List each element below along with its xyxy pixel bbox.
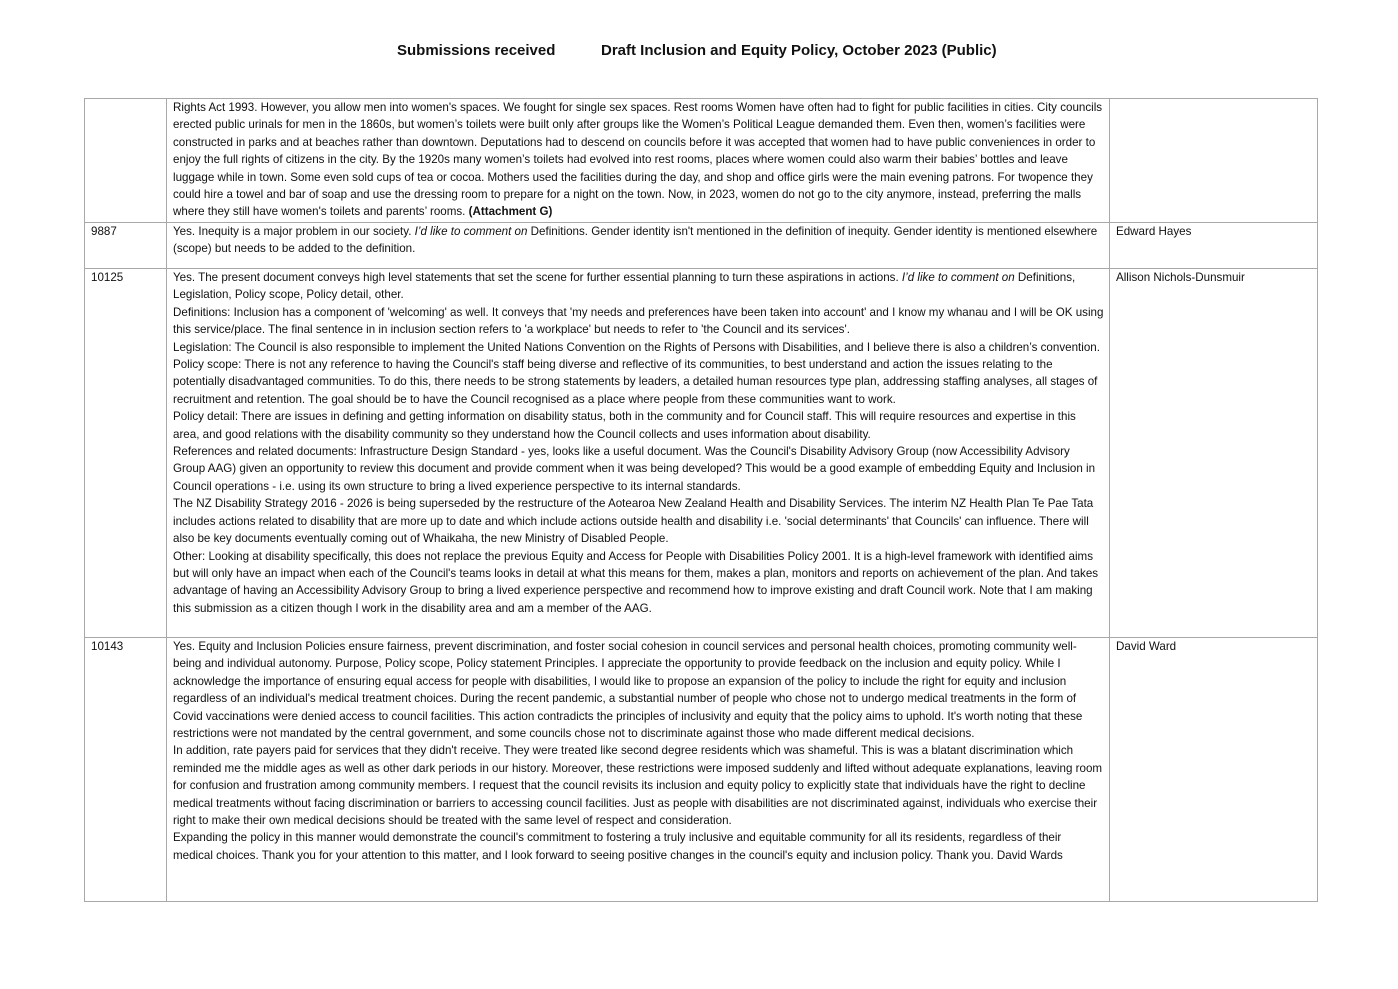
- text-run: Yes. Inequity is a major problem in our society.: [173, 225, 415, 238]
- comment-phrase: I’d like to comment on: [414, 225, 528, 238]
- table-row: [85, 223, 1318, 269]
- submission-id-cell: [85, 99, 167, 223]
- submission-id-cell: 9887: [85, 223, 167, 269]
- table-row: [85, 269, 1318, 638]
- submissions-table: [84, 98, 1318, 902]
- page-header: [0, 42, 1398, 64]
- submission-paragraph: [173, 495, 1104, 547]
- submission-paragraph: [173, 269, 1104, 304]
- text-run: Policy detail: There are issues in defining and getting information on disability status, both in the community and for Council staff. This will require resources and expertise in this area, and good relations with the disability community so they understand how the Council collects and uses information about disability.: [173, 410, 1076, 441]
- submission-paragraph: [173, 99, 1104, 221]
- comment-phrase: I’d like to comment on: [901, 271, 1015, 284]
- text-run: Expanding the policy in this manner would demonstrate the council's commitment to fostering a truly inclusive and equitable community for all its residents, regardless of their medical choices. Thank you for your attention to this matter, and I look forward to seeing positive changes in the council's equity and inclusion policy. Thank you. David Wards: [173, 831, 1063, 862]
- text-run: In addition, rate payers paid for services that they didn't receive. They were treated like second degree residents which was shameful. This is was a blatant discrimination which reminded me the middle ages as well as other dark periods in our history. Moreover, these restrictions were imposed suddenly and lifted without adequate explanations, leaving room for confusion and frustration among community members. I request that the council revisits its inclusion and equity policy to explicitly state that individuals have the right to decline medical treatments without facing discrimination or barriers to accessing council facilities. Just as people with disabilities are not discriminated against, individuals who exercise their right to make their own medical decisions should be treated with the same level of respect and consideration.: [173, 744, 1103, 828]
- submitter-name-cell: [1110, 99, 1318, 223]
- submission-text-cell: [167, 638, 1110, 902]
- text-run: The NZ Disability Strategy 2016 - 2026 is being superseded by the restructure of the Aotearoa New Zealand Health and Disability Services. The interim NZ Health Plan Te Pae Tata includes actions related to disability that are more up to date and which include actions outside health and disability i.e. 'social determinants' that Councils' can influence. There will also be key documents eventually coming out of Whaikaha, the new Ministry of Disabled People.: [173, 497, 1094, 546]
- submission-paragraph: [173, 408, 1104, 443]
- text-run: Policy scope: There is not any reference to having the Council's staff being diverse and reflective of its communities, to best understand and action the issues relating to the potentially disadvantaged communities. To do this, there needs to be strong statements by leaders, a detailed human resources type plan, addressing staffing analyses, all stages of recruitment and retention. The goal should be to have the Council recognised as a place where people from these communities want to work.: [173, 358, 1098, 406]
- header-right-title: Draft Inclusion and Equity Policy, October 2023 (Public): [601, 42, 997, 59]
- submitter-name-cell: Allison Nichols-Dunsmuir: [1110, 269, 1318, 638]
- text-run: References and related documents: Infrastructure Design Standard - yes, looks like a useful document. Was the Council's Disability Advisory Group (now Accessibility Advisory Group AAG) given an opportunity to review this document and provide comment when it was being developed? This would be a good example of embedding Equity and Inclusion in Council operations - i.e. using its own structure to bring a lived experience perspective to its internal standards.: [173, 445, 1096, 493]
- text-run: Rights Act 1993. However, you allow men into women's spaces. We fought for single sex spaces. Rest rooms Women have often had to fight for public facilities in cities. City councils erected public urinals for men in the 1860s, but women’s toilets were built only after groups like the Women’s Political League demanded them. Even then, women’s facilities were constructed in parks and at beaches rather than downtown. Deputations had to descend on councils before it was accepted that women had to have public conveniences in order to enjoy the full rights of citizens in the city. By the 1920s many women’s toilets had evolved into rest rooms, places where women could also warm their babies’ bottles and leave luggage while in town. Some even sold cups of tea or cocoa. Mothers used the facilities during the day, and shop and office girls were the main evening patrons. For twopence they could hire a towel and bar of soap and use the dressing room to prepare for a night on the town. Now, in 2023, women do not go to the city anymore, instead, preferring the malls where they still have women's toilets and parents’ rooms.: [173, 101, 1103, 219]
- submission-id-cell: 10143: [85, 638, 167, 902]
- header-left-title: Submissions received: [397, 42, 556, 59]
- attachment-reference: (Attachment G): [468, 205, 553, 219]
- submitter-name-cell: Edward Hayes: [1110, 223, 1318, 269]
- text-run: Definitions. Gender identity isn't mentioned in the definition of inequity. Gender identity is mentioned elsewhere (scope) but needs to be added to the definition.: [173, 225, 1098, 256]
- text-run: Definitions, Legislation, Policy scope, Policy detail, other.: [173, 271, 1076, 302]
- submission-paragraph: [173, 638, 1104, 742]
- table-row: [85, 638, 1318, 902]
- submission-paragraph: [173, 443, 1104, 495]
- submission-id-cell: 10125: [85, 269, 167, 638]
- submission-paragraph: [173, 339, 1104, 356]
- text-run: Legislation: The Council is also responsible to implement the United Nations Convention on the Rights of Persons with Disabilities, and I believe there is also a children’s convention.: [173, 340, 1100, 354]
- text-run: Yes. The present document conveys high level statements that set the scene for further essential planning to turn these aspirations in actions.: [173, 271, 902, 284]
- submission-paragraph: [173, 223, 1104, 258]
- submitter-name-cell: David Ward: [1110, 638, 1318, 902]
- submission-paragraph: [173, 829, 1104, 864]
- submission-text-cell: [167, 223, 1110, 269]
- submission-paragraph: [173, 742, 1104, 829]
- submission-paragraph: [173, 304, 1104, 339]
- submission-paragraph: [173, 548, 1104, 618]
- text-run: Definitions: Inclusion has a component of 'welcoming' as well. It conveys that 'my needs and preferences have been taken into account' and I know my whanau and I will be OK using this service/place. The final sentence in in inclusion section refers to 'a workplace' but needs to refer to 'the Council and its services'.: [173, 305, 1104, 337]
- submission-text-cell: [167, 99, 1110, 223]
- text-run: Yes. Equity and Inclusion Policies ensure fairness, prevent discrimination, and foster social cohesion in council services and personal health choices, promoting community well-being and individual autonomy. Purpose, Policy scope, Policy statement Principles. I appreciate the opportunity to provide feedback on the inclusion and equity policy. While I acknowledge the importance of ensuring equal access for people with disabilities, I would like to propose an expansion of the policy to include the right for equity and inclusion regardless of an individual's medical treatment choices. During the recent pandemic, a substantial number of people who chose not to undergo medical treatments in the form of Covid vaccinations were denied access to council facilities. This action contradicts the principles of inclusivity and equity that the policy aims to uphold. It's worth noting that these restrictions were not mandated by the central government, and some councils chose not to discriminate against those who made different medical decisions.: [173, 640, 1083, 741]
- table-row: [85, 99, 1318, 223]
- text-run: Other: Looking at disability specifically, this does not replace the previous Equity and Access for People with Disabilities Policy 2001. It is a high-level framework with identified aims but will only have an impact when each of the Council's teams looks in detail at what this means for them, makes a plan, monitors and reports on achievement of the plan. And takes advantage of having an Accessibility Advisory Group to bring a lived experience perspective and recommend how to improve existing and draft Council work. Note that I am making this submission as a citizen though I work in the disability area and am a member of the AAG.: [173, 549, 1099, 615]
- submission-text-cell: [167, 269, 1110, 638]
- submission-paragraph: [173, 356, 1104, 408]
